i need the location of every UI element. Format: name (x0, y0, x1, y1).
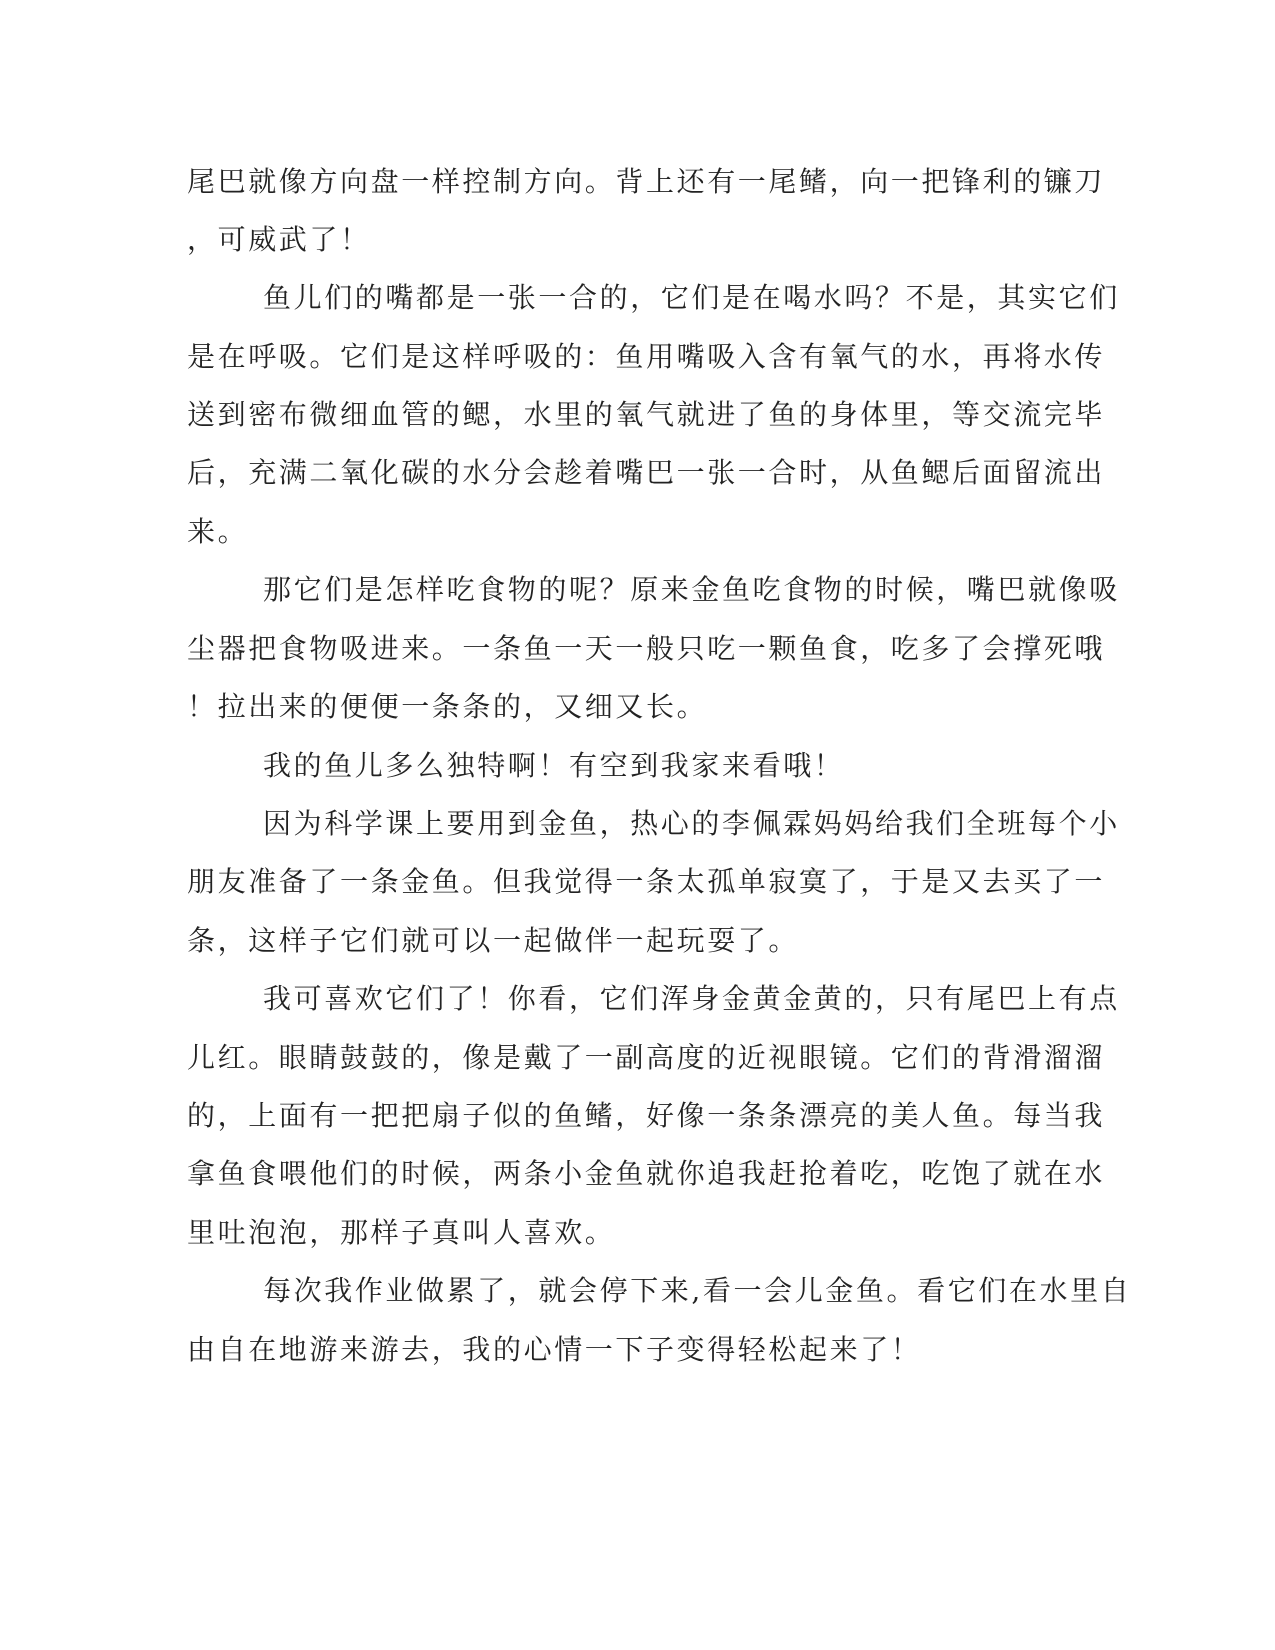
paragraph-first-line: 每次我作业做累了，就会停下来,看一会儿金鱼。看它们在水里自 (263, 1274, 1132, 1307)
text-line: 条，这样子它们就可以一起做伴一起玩耍了。 (187, 924, 800, 957)
text-line: 送到密布微细血管的鳃，水里的氧气就进了鱼的身体里，等交流完毕 (187, 398, 1106, 431)
text-line: 来。 (187, 515, 249, 548)
text-line: 的，上面有一把把扇子似的鱼鳍，好像一条条漂亮的美人鱼。每当我 (187, 1099, 1106, 1132)
text-line: 后，充满二氧化碳的水分会趁着嘴巴一张一合时，从鱼鳃后面留流出 (187, 456, 1106, 489)
text-line: 朋友准备了一条金鱼。但我觉得一条太孤单寂寞了，于是又去买了一 (187, 865, 1106, 898)
paragraph-first-line: 那它们是怎样吃食物的呢？原来金鱼吃食物的时候，嘴巴就像吸 (263, 573, 1120, 606)
paragraph-first-line: 我可喜欢它们了！你看，它们浑身金黄金黄的，只有尾巴上有点 (263, 982, 1120, 1015)
text-line: 尘器把食物吸进来。一条鱼一天一般只吃一颗鱼食，吃多了会撑死哦 (187, 632, 1106, 665)
text-line: ！拉出来的便便一条条的，又细又长。 (187, 690, 708, 723)
paragraph-first-line: 我的鱼儿多么独特啊！有空到我家来看哦！ (263, 749, 845, 782)
text-line: 是在呼吸。它们是这样呼吸的：鱼用嘴吸入含有氧气的水，再将水传 (187, 340, 1106, 373)
text-line: 儿红。眼睛鼓鼓的，像是戴了一副高度的近视眼镜。它们的背滑溜溜 (187, 1041, 1106, 1074)
text-line: 尾巴就像方向盘一样控制方向。背上还有一尾鳍，向一把锋利的镰刀 (187, 165, 1106, 198)
paragraph-first-line: 鱼儿们的嘴都是一张一合的，它们是在喝水吗？不是，其实它们 (263, 281, 1120, 314)
paragraph-first-line: 因为科学课上要用到金鱼，热心的李佩霖妈妈给我们全班每个小 (263, 807, 1120, 840)
text-line: 里吐泡泡，那样子真叫人喜欢。 (187, 1216, 616, 1249)
text-line: ，可威武了！ (187, 223, 371, 256)
text-line: 由自在地游来游去，我的心情一下子变得轻松起来了！ (187, 1333, 922, 1366)
text-line: 拿鱼食喂他们的时候，两条小金鱼就你追我赶抢着吃，吃饱了就在水 (187, 1157, 1106, 1190)
